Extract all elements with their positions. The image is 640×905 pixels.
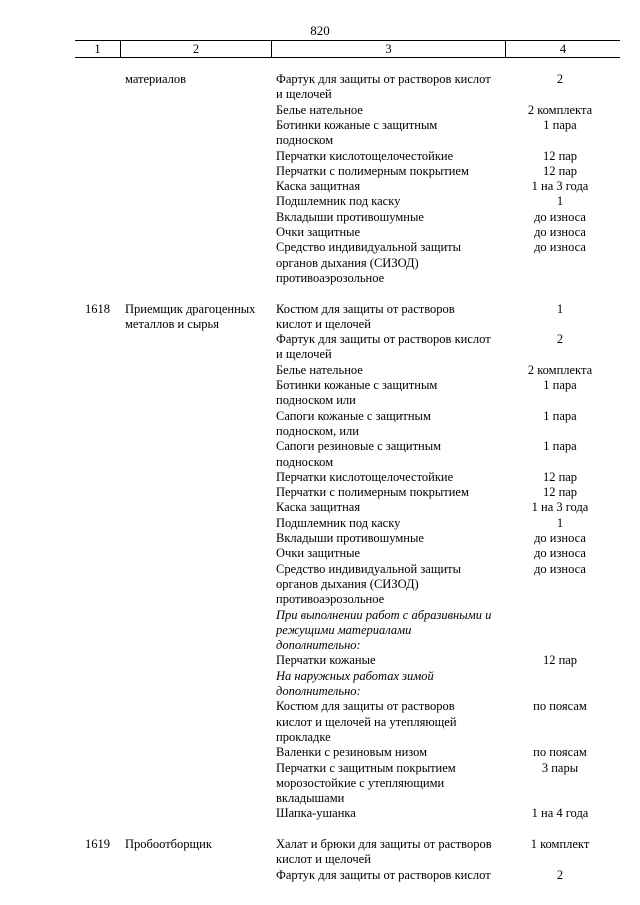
issue-norm: до износа xyxy=(534,531,586,545)
issue-norm: 2 xyxy=(556,867,564,882)
issue-norm: 2 комплекта xyxy=(527,362,593,377)
issue-norm: до износа xyxy=(534,240,586,255)
ppe-item: дополнительно: xyxy=(276,684,361,698)
issue-norm: 1 xyxy=(556,301,564,316)
ppe-item: Сапоги резиновые с защитным xyxy=(276,439,442,454)
profession-name: Приемщик драгоценных xyxy=(125,301,256,316)
issue-norm: до износа xyxy=(534,209,586,224)
issue-norm: 1 xyxy=(556,194,564,209)
ppe-item: органов дыхания (СИЗОД) xyxy=(276,576,419,591)
ppe-item: Фартук для защиты от растворов кислот xyxy=(276,332,491,347)
header-col-2: 2 xyxy=(192,42,200,56)
issue-norm: 1 xyxy=(556,515,564,530)
ppe-item: Подшлемник под каску xyxy=(276,515,401,530)
ppe-item: Подшлемник под каску xyxy=(276,194,401,209)
ppe-item: органов дыхания (СИЗОД) xyxy=(276,255,419,270)
ppe-item: кислот и щелочей xyxy=(276,852,371,867)
ppe-item: Каска защитная xyxy=(276,179,361,194)
ppe-item: Средство индивидуальной защиты xyxy=(276,561,462,576)
issue-norm: 12 пар xyxy=(542,469,578,484)
header-col-1: 1 xyxy=(94,42,101,56)
ppe-item: Костюм для защиты от растворов xyxy=(276,699,455,714)
issue-norm: 1 на 3 года xyxy=(531,179,589,194)
ppe-item: Белье нательное xyxy=(276,102,363,117)
issue-norm: по поясам xyxy=(533,745,587,760)
issue-norm: до износа xyxy=(534,561,586,576)
ppe-item: Халат и брюки для защиты от растворов xyxy=(276,837,492,851)
ppe-item: противоаэрозольное xyxy=(276,270,385,285)
ppe-item: и щелочей xyxy=(276,87,332,102)
profession-name: материалов xyxy=(125,72,187,86)
ppe-item: Перчатки кислотощелочестойкие xyxy=(276,148,454,163)
ppe-item: Ботинки кожаные с защитным xyxy=(276,378,438,392)
page-number: 820 xyxy=(310,23,330,38)
row-number: 1619 xyxy=(85,837,110,851)
ppe-item: подноском, или xyxy=(276,423,359,438)
ppe-item: Каска защитная xyxy=(276,500,361,515)
ppe-item: Перчатки с полимерным покрытием xyxy=(276,163,469,178)
ppe-item: подноском или xyxy=(276,393,356,408)
ppe-item: и щелочей xyxy=(276,347,332,362)
ppe-item: вкладышами xyxy=(276,791,345,806)
ppe-item: морозостойкие с утепляющими xyxy=(276,775,445,790)
issue-norm: 1 на 4 года xyxy=(531,806,589,821)
ppe-item: При выполнении работ с абразивными и xyxy=(276,607,492,622)
ppe-item: Средство индивидуальной защиты xyxy=(276,240,462,255)
ppe-item: прокладке xyxy=(276,729,331,744)
issue-norm: 2 xyxy=(556,72,564,86)
ppe-item: дополнительно: xyxy=(276,638,361,653)
issue-norm: 1 комплект xyxy=(530,837,590,851)
ppe-item: Вкладыши противошумные xyxy=(276,209,424,224)
issue-norm: 12 пар xyxy=(542,163,578,178)
ppe-item: Фартук для защиты от растворов кислот xyxy=(276,72,491,86)
profession-name: металлов и сырья xyxy=(125,316,219,331)
issue-norm: 2 xyxy=(556,332,564,347)
ppe-item: Перчатки кожаные xyxy=(276,653,376,668)
ppe-item: Очки защитные xyxy=(276,546,361,561)
ppe-item: Перчатки с защитным покрытием xyxy=(276,760,456,775)
issue-norm: 1 пара xyxy=(543,408,577,423)
ppe-item: Белье нательное xyxy=(276,362,363,377)
issue-norm: по поясам xyxy=(533,699,587,714)
issue-norm: 12 пар xyxy=(542,653,578,668)
issue-norm: 2 комплекта xyxy=(527,102,593,117)
ppe-item: кислот и щелочей xyxy=(276,316,371,331)
ppe-item: Фартук для защиты от растворов кислот xyxy=(276,867,491,882)
header-col-3: 3 xyxy=(385,42,392,56)
ppe-item: режущими материалами xyxy=(276,622,412,637)
ppe-item: противоаэрозольное xyxy=(276,592,385,607)
ppe-item: Валенки с резиновым низом xyxy=(276,745,428,760)
issue-norm: 1 на 3 года xyxy=(531,500,589,515)
ppe-item: подноском xyxy=(276,454,334,469)
issue-norm: 1 пара xyxy=(543,117,577,132)
issue-norm: 1 пара xyxy=(543,439,577,454)
ppe-item: Перчатки кислотощелочестойкие xyxy=(276,469,454,484)
profession-name: Пробоотборщик xyxy=(125,837,212,851)
ppe-item: кислот и щелочей на утепляющей xyxy=(276,714,457,729)
ppe-item: подноском xyxy=(276,133,334,148)
issue-norm: 12 пар xyxy=(542,485,578,500)
ppe-item: Вкладыши противошумные xyxy=(276,531,424,545)
ppe-item: Перчатки с полимерным покрытием xyxy=(276,485,469,500)
issue-norm: до износа xyxy=(534,225,586,239)
ppe-item: Очки защитные xyxy=(276,225,361,239)
ppe-item: На наружных работах зимой xyxy=(276,668,434,683)
header-col-4: 4 xyxy=(559,42,567,56)
issue-norm: до износа xyxy=(534,546,586,561)
ppe-item: Шапка-ушанка xyxy=(276,806,356,821)
row-number: 1618 xyxy=(85,301,110,316)
ppe-item: Ботинки кожаные с защитным xyxy=(276,117,438,132)
issue-norm: 1 пара xyxy=(543,378,577,392)
ppe-item: Сапоги кожаные с защитным xyxy=(276,408,431,423)
issue-norm: 12 пар xyxy=(542,148,578,163)
issue-norm: 3 пары xyxy=(541,760,579,775)
table-header xyxy=(75,40,620,58)
ppe-item: Костюм для защиты от растворов xyxy=(276,301,455,316)
